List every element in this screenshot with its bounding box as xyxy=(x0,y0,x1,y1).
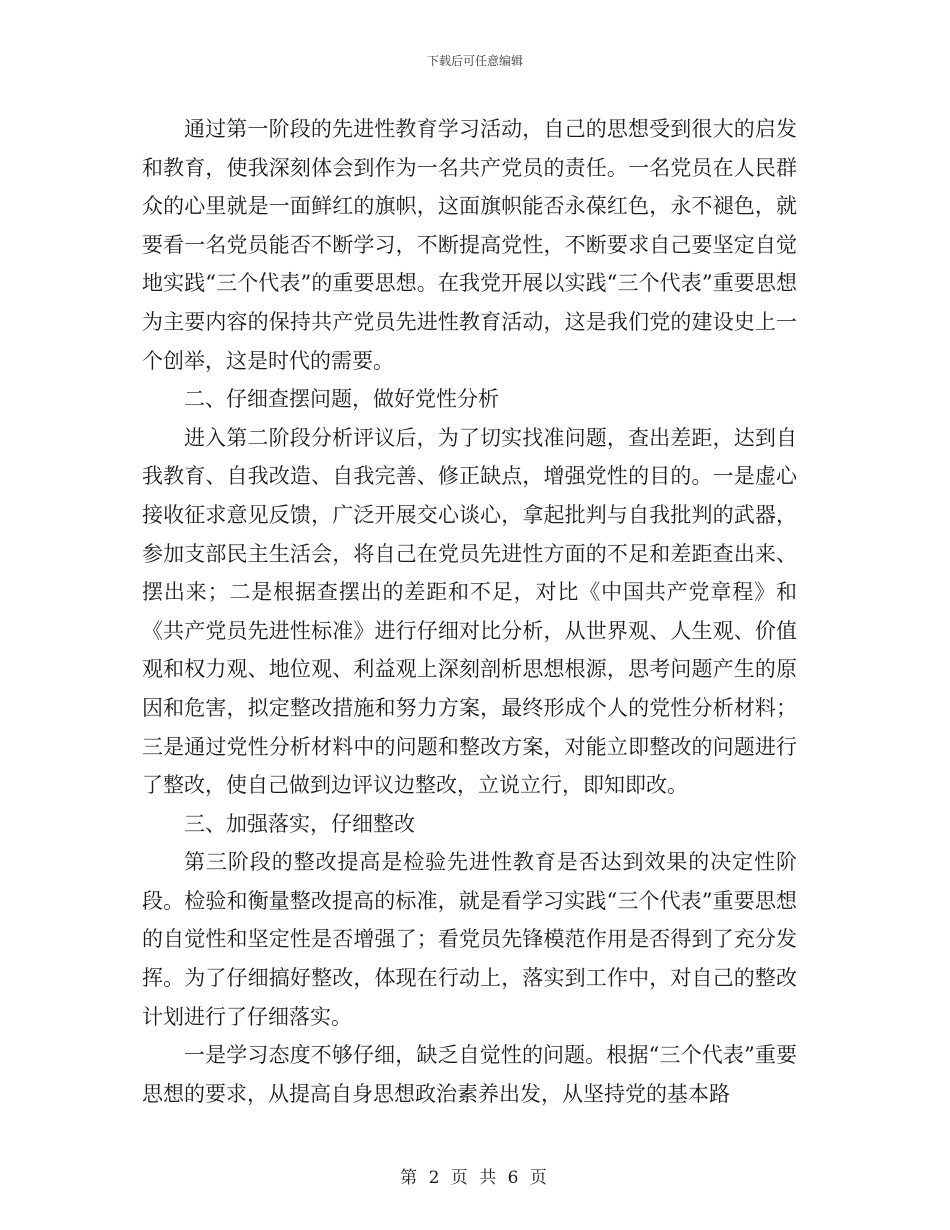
paragraph-intro: 通过第一阶段的先进性教育学习活动，自己的思想受到很大的启发和教育，使我深刻体会到作为一名共产党员的责任。一名党员在人民群众的心里就是一面鲜红的旗帜，这面旗帜能否永葆红色，永不褪色，就要看一名党员能否不断学习，不断提高党性，不断要求自己要坚定自觉地实践“三个代表”的重要思想。在我党开展以实践“三个代表”重要思想为主要内容的保持共产党员先进性教育活动，这是我们党的建设史上一个创举，这是时代的需要。 xyxy=(142,117,797,373)
section-heading-3: 三、加强落实，仔细整改 xyxy=(184,811,415,836)
section-heading-2: 二、仔细查摆问题，做好党性分析 xyxy=(184,387,499,412)
page-number: 第 2 页 共 6 页 xyxy=(400,1168,550,1188)
paragraph-section-3: 第三阶段的整改提高是检验先进性教育是否达到效果的决定性阶段。检验和衡量整改提高的标准，就是看学习实践“三个代表”重要思想的自觉性和坚定性是否增强了；看党员先锋模范作用是否得到了充分发挥。为了仔细搞好整改，体现在行动上，落实到工作中，对自己的整改计划进行了仔细落实。 xyxy=(142,850,797,1029)
paragraph-section-2: 进入第二阶段分析评议后，为了切实找准问题，查出差距，达到自我教育、自我改造、自我完善、修正缺点，增强党性的目的。一是虚心接收征求意见反馈，广泛开展交心谈心，拿起批判与自我批判的武器，参加支部民主生活会，将自己在党员先进性方面的不足和差距查出来、摆出来；二是根据查摆出的差距和不足，对比《中国共产党章程》和《共产党员先进性标准》进行仔细对比分析，从世界观、人生观、价值观和权力观、地位观、利益观上深刻剖析思想根源，思考问题产生的原因和危害，拟定整改措施和努力方案，最终形成个人的党性分析材料；三是通过党性分析材料中的问题和整改方案，对能立即整改的问题进行了整改，使自己做到边评议边整改，立说立行，即知即改。 xyxy=(142,425,797,798)
paragraph-item-1: 一是学习态度不够仔细，缺乏自觉性的问题。根据“三个代表”重要思想的要求，从提高自身思想政治素养出发，从坚持党的基本路 xyxy=(142,1043,797,1106)
document-body xyxy=(142,110,797,1113)
page-header-note: 下载后可任意编辑 xyxy=(426,54,523,68)
